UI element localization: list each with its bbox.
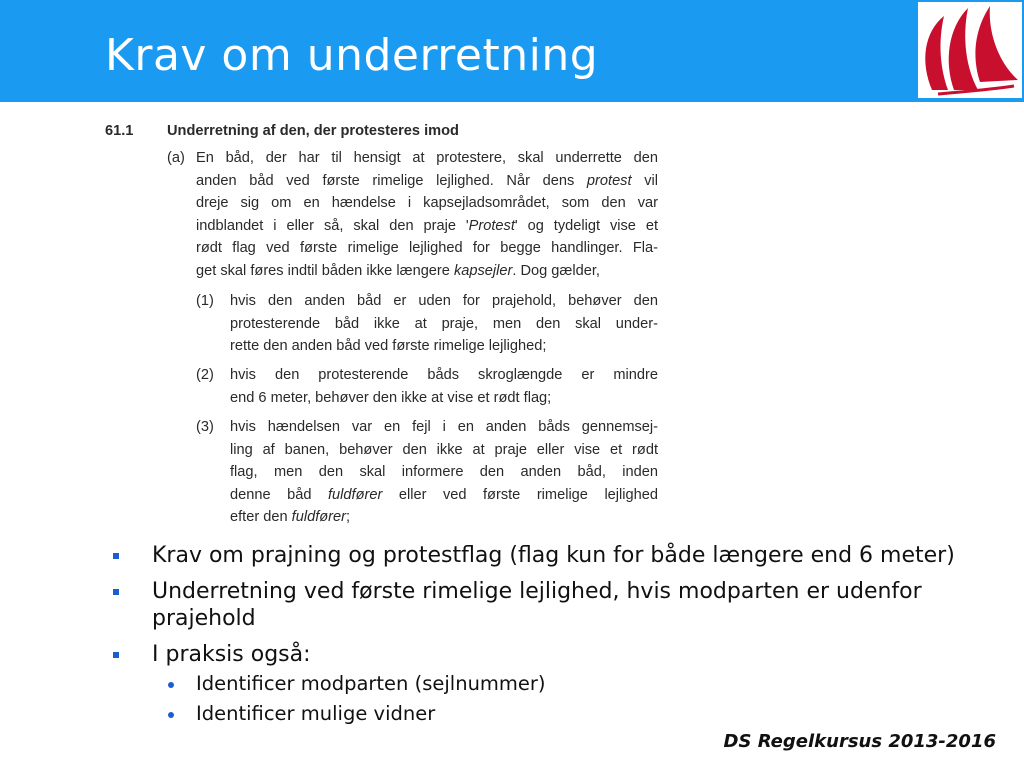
- bullet-item: [110, 578, 990, 632]
- bullet-item: [110, 542, 990, 569]
- title-bar: [0, 0, 1024, 102]
- rule-line: end 6 meter, behøver den ikke at vise et rødt flag;: [230, 389, 552, 406]
- sub-bullet-item: [110, 672, 990, 696]
- bullet-text: Underretning ved første rimelige lejlighed, hvis modparten er udenfor prajehold: [152, 579, 922, 631]
- rule-line: efter den fuldfører;: [230, 509, 351, 526]
- rule-line: denne båd fuldfører eller ved første rimelige lejlighed: [230, 486, 658, 503]
- rule-line: protesterende båd ikke at praje, men den skal under-: [230, 315, 658, 332]
- rule-line: flag, men den skal informere den anden båd, inden: [230, 464, 658, 481]
- rule-line: dreje sig om en hændelse i kapsejladsområdet, som den var: [196, 195, 658, 212]
- bullet-text: Krav om prajning og protestflag (flag kun for både længere end 6 meter): [152, 543, 955, 568]
- dot-bullet-icon: [168, 682, 174, 688]
- bullet-list: [110, 542, 990, 732]
- sub-bullet-text: Identificer modparten (sejlnummer): [196, 672, 546, 695]
- rule-line: hvis den protesterende båds skroglængde er mindre: [230, 367, 658, 383]
- dot-bullet-icon: [168, 712, 174, 718]
- slide-title: Krav om underretning: [105, 30, 599, 81]
- rule-heading: Underretning af den, der protesteres imod: [167, 123, 459, 139]
- rule-line: get skal føres indtil båden ikke længere kapsejler. Dog gælder,: [196, 262, 600, 279]
- subparagraph-label: (3): [196, 419, 214, 435]
- bullet-item: [110, 641, 990, 668]
- sub-bullet-item: [110, 702, 990, 726]
- rule-line: indblandet i eller så, skal den praje 'Protest' og tydeligt vise et: [196, 217, 658, 234]
- paragraph-label: (a): [167, 150, 185, 166]
- rule-line: ling af banen, behøver den ikke at praje eller vise et rødt: [230, 441, 658, 458]
- rule-line: En båd, der har til hensigt at protestere, skal underrette den: [196, 150, 658, 166]
- rule-line: hvis hændelsen var en fejl i en anden båds gennemsej-: [230, 419, 658, 435]
- sub-bullet-text: Identificer mulige vidner: [196, 702, 436, 725]
- slide-footer: DS Regelkursus 2013-2016: [723, 731, 996, 752]
- square-bullet-icon: [113, 652, 119, 658]
- subparagraph-label: (2): [196, 367, 214, 383]
- subparagraph-label: (1): [196, 293, 214, 309]
- square-bullet-icon: [113, 553, 119, 559]
- rule-line: rødt flag ved første rimelige lejlighed for begge handlinger. Fla-: [196, 240, 658, 257]
- bullet-text: I praksis også:: [152, 642, 311, 667]
- rule-number: 61.1: [105, 123, 134, 139]
- square-bullet-icon: [113, 589, 119, 595]
- rule-line: rette den anden båd ved første rimelige lejlighed;: [230, 338, 547, 355]
- sails-logo-icon: [918, 2, 1022, 98]
- rule-line: anden båd ved første rimelige lejlighed. Når dens protest vil: [196, 172, 658, 189]
- rule-line: hvis den anden båd er uden for prajehold, behøver den: [230, 293, 658, 309]
